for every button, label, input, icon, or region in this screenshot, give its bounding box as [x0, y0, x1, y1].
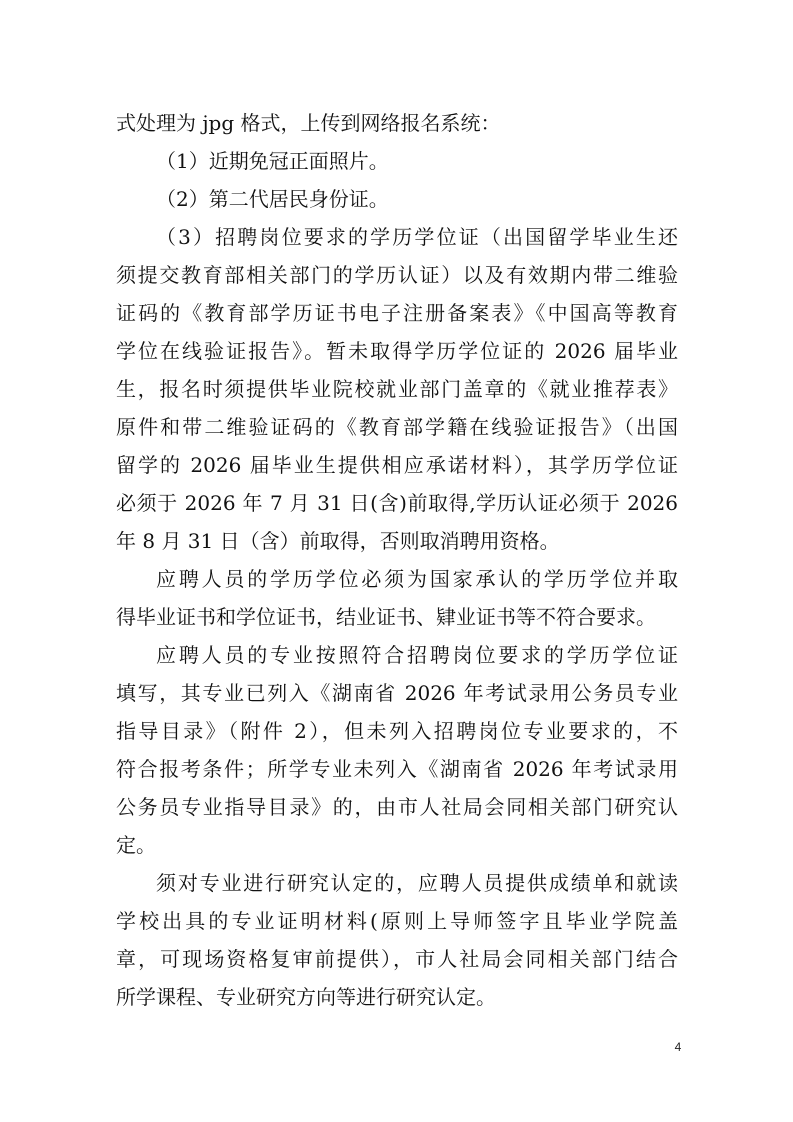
page-number: 4: [674, 1040, 682, 1054]
paragraph-line: （1）近期免冠正面照片。: [156, 149, 389, 173]
paragraph-line: 应聘人员的专业按照符合招聘岗位要求的学历学位证: [156, 643, 678, 667]
paragraph-line: （2）第二代居民身份证。: [156, 187, 389, 211]
paragraph-line: 指导目录》（附件 2），但未列入招聘岗位专业要求的，不: [116, 719, 678, 743]
paragraph-line: 应聘人员的学历学位必须为国家承认的学历学位并取: [156, 567, 678, 591]
paragraph-line: 定。: [116, 833, 156, 857]
paragraph-line: 学位在线验证报告》。暂未取得学历学位证的 2026 届毕业: [116, 339, 678, 363]
paragraph-line: 证码的《教育部学历证书电子注册备案表》《中国高等教育: [116, 301, 678, 325]
paragraph-line: 式处理为 jpg 格式，上传到网络报名系统：: [116, 111, 501, 135]
paragraph-line: 留学的 2026 届毕业生提供相应承诺材料），其学历学位证: [116, 453, 678, 477]
paragraph-line: 所学课程、专业研究方向等进行研究认定。: [116, 985, 496, 1009]
paragraph-line: 必须于 2026 年 7 月 31 日(含)前取得,学历认证必须于 2026: [116, 491, 678, 515]
paragraph-line: 学校出具的专业证明材料(原则上导师签字且毕业学院盖: [116, 909, 678, 933]
paragraph-line: 须提交教育部相关部门的学历认证）以及有效期内带二维验: [116, 263, 678, 287]
paragraph-line: 原件和带二维验证码的《教育部学籍在线验证报告》（出国: [116, 415, 678, 439]
paragraph-line: 章，可现场资格复审前提供），市人社局会同相关部门结合: [116, 947, 678, 971]
paragraph-line: 公务员专业指导目录》的，由市人社局会同相关部门研究认: [116, 795, 678, 819]
paragraph-line: 得毕业证书和学位证书，结业证书、肄业证书等不符合要求。: [116, 605, 656, 629]
paragraph-line: 年 8 月 31 日（含）前取得，否则取消聘用资格。: [116, 529, 560, 553]
paragraph-line: 填写，其专业已列入《湖南省 2026 年考试录用公务员专业: [116, 681, 678, 705]
paragraph-line: 生，报名时须提供毕业院校就业部门盖章的《就业推荐表》: [116, 377, 678, 401]
paragraph-line: （3）招聘岗位要求的学历学位证（出国留学毕业生还: [156, 225, 678, 249]
paragraph-line: 符合报考条件；所学专业未列入《湖南省 2026 年考试录用: [116, 757, 678, 781]
paragraph-line: 须对专业进行研究认定的，应聘人员提供成绩单和就读: [156, 871, 678, 895]
